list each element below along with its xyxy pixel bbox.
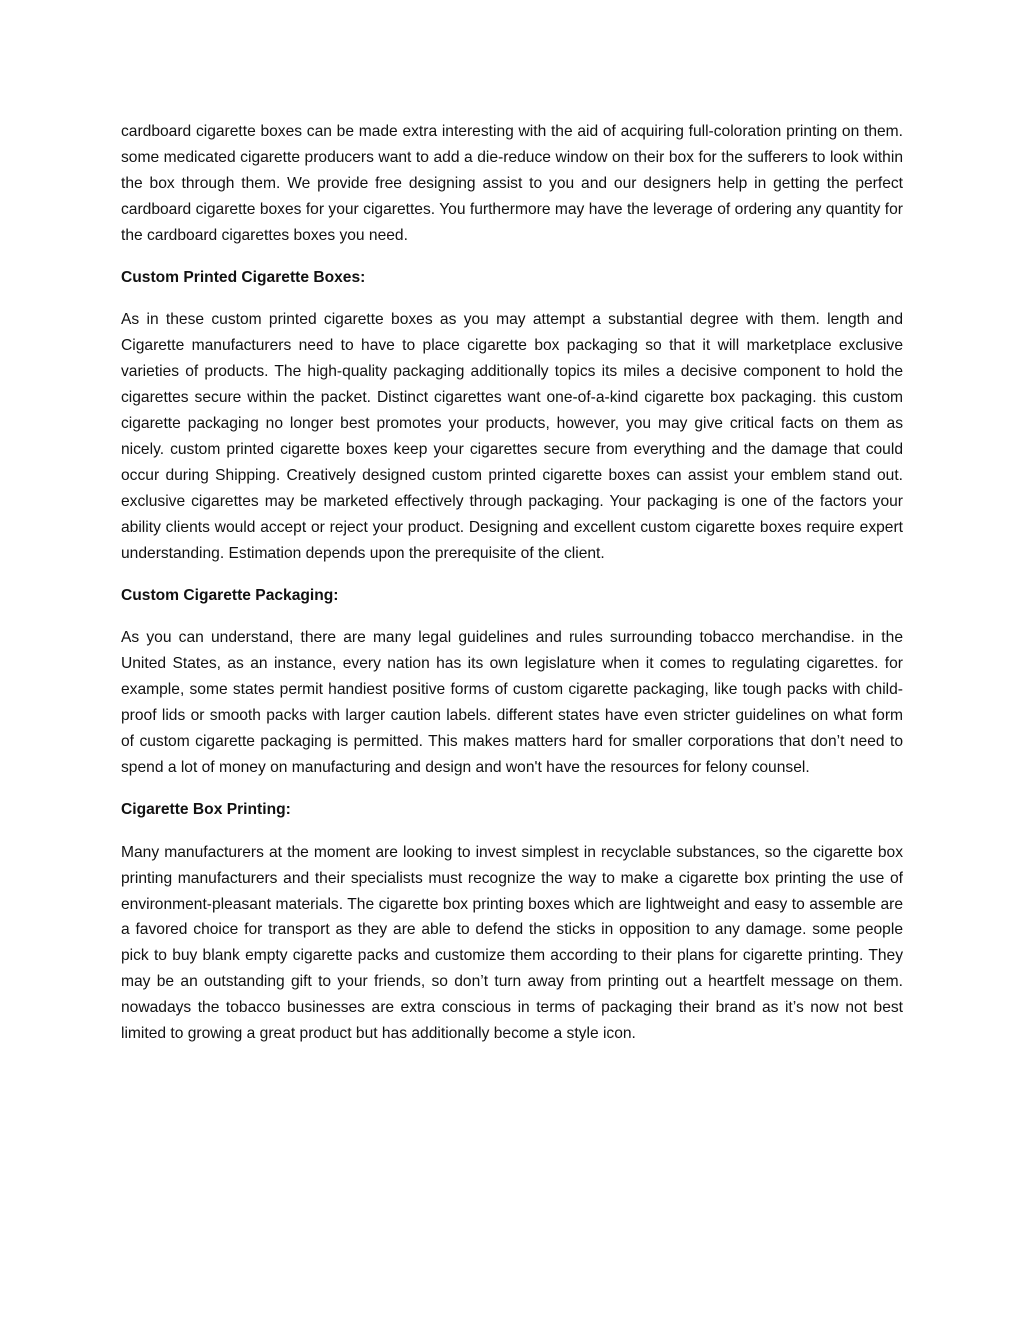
section-body-box-printing: Many manufacturers at the moment are looking to invest simplest in recyclable substances, so the cigarette box printing manufacturers and their specialists must recognize the way to make a cigarette box printing the use of environment-pleasant materials. The cigarette box printing boxes which are lightweight and easy to assemble are a favored choice for transport as they are able to defend the sticks in opposition to any damage. some people pick to buy blank empty cigarette packs and customize them according to their plans for cigarette printing. They may be an outstanding gift to your friends, so don’t turn away from printing out a heartfelt message on them. nowadays the tobacco businesses are extra conscious in terms of packaging their brand as it’s now not best limited to growing a great product but has additionally become a style icon. <box>121 843 903 1043</box>
section-heading-custom-printed-boxes: Custom Printed Cigarette Boxes: <box>121 268 366 286</box>
intro-paragraph: cardboard cigarette boxes can be made extra interesting with the aid of acquiring full-coloration printing on them. some medicated cigarette producers want to add a die-reduce window on their box for the sufferers to look within the box through them. We provide free designing assist to you and our designers help in getting the perfect cardboard cigarette boxes for your cigarettes. You furthermore may have the leverage of ordering any quantity for the cardboard cigarettes boxes you need. <box>121 123 903 244</box>
document-page <box>121 119 903 1063</box>
section-heading-custom-packaging: Custom Cigarette Packaging: <box>121 586 339 604</box>
section-body-custom-printed-boxes: As in these custom printed cigarette boxes as you may attempt a substantial degree with them. length and Cigarette manufacturers need to have to place cigarette box packaging so that it will marketplace exclusive varieties of products. The high-quality packaging additionally topics its miles a decisive component to hold the cigarettes secure within the packet. Distinct cigarettes want one-of-a-kind cigarette box packaging. this custom cigarette packaging no longer best promotes your products, however, you may give critical facts on them as nicely. custom printed cigarette boxes keep your cigarettes secure from everything and the damage that could occur during Shipping. Creatively designed custom printed cigarette boxes can assist your emblem stand out. exclusive cigarettes may be marketed effectively through packaging. Your packaging is one of the factors your ability clients would accept or reject your product. Designing and excellent custom cigarette boxes require expert understanding. Estimation depends upon the prerequisite of the client. <box>121 311 903 562</box>
section-heading-box-printing: Cigarette Box Printing: <box>121 800 291 818</box>
section-body-custom-packaging: As you can understand, there are many legal guidelines and rules surrounding tobacco merchandise. in the United States, as an instance, every nation has its own legislature when it comes to regulating cigarettes. for example, some states permit handiest positive forms of custom cigarette packaging, like tough packs with child-proof lids or smooth packs with larger caution labels. different states have even stricter guidelines on what form of custom cigarette packaging is permitted. This makes matters hard for smaller corporations that don’t need to spend a lot of money on manufacturing and design and won't have the resources for felony counsel. <box>121 629 903 776</box>
